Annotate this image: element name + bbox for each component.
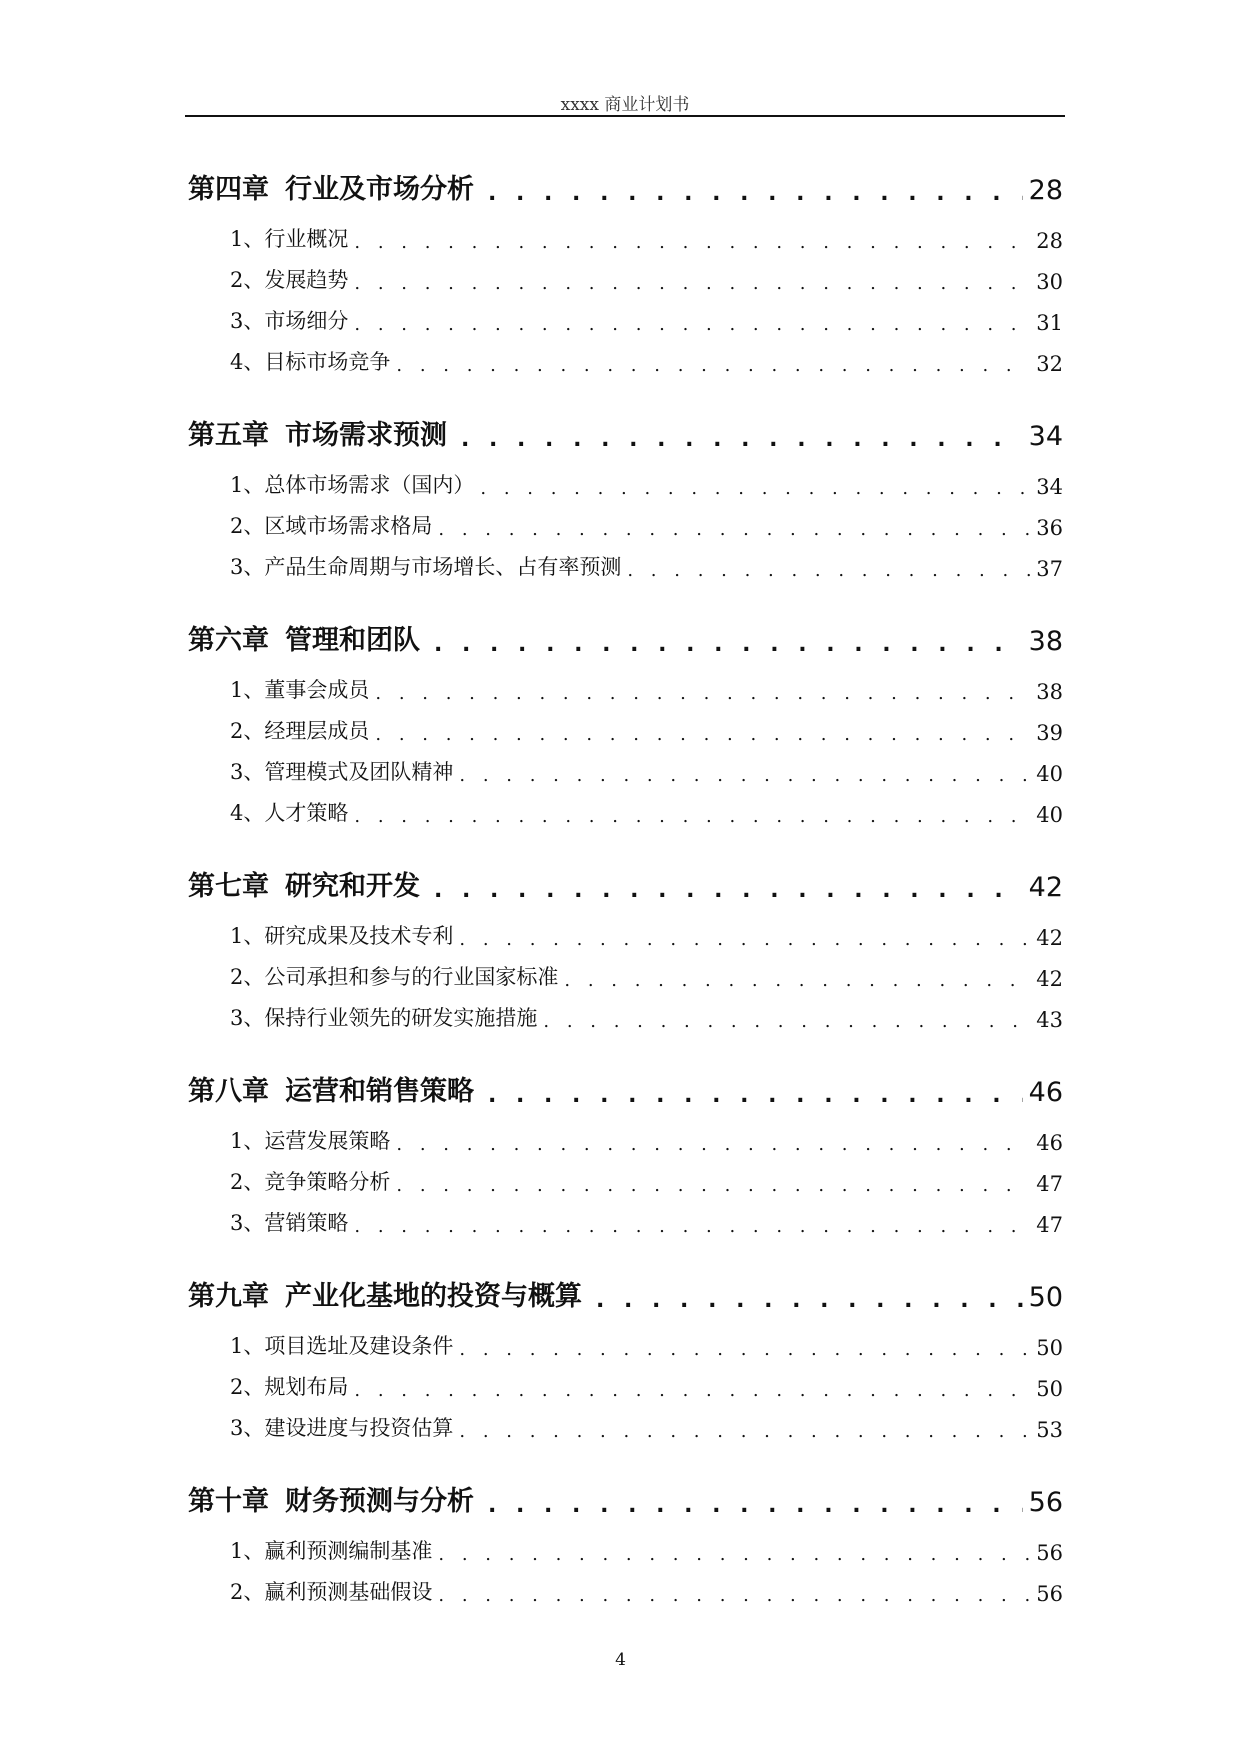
chapter-gap	[188, 581, 1063, 611]
toc-section-entry[interactable]	[188, 1196, 1063, 1237]
section-title: 4、人才策略	[230, 801, 349, 825]
leader-dots	[354, 806, 1030, 827]
leader-dots	[354, 1216, 1030, 1237]
toc-section-entry[interactable]	[188, 499, 1063, 540]
section-page-number: 42	[1036, 926, 1063, 950]
chapter-number: 第四章	[188, 174, 269, 205]
toc-section-entry[interactable]	[188, 704, 1063, 745]
section-title: 1、行业概况	[230, 227, 349, 251]
leader-dots	[438, 519, 1030, 540]
leader-dots	[488, 1083, 1023, 1108]
toc-section-entry[interactable]	[188, 909, 1063, 950]
toc-chapter-entry[interactable]	[188, 611, 1063, 657]
toc-section-entry[interactable]	[188, 991, 1063, 1032]
leader-dots	[434, 632, 1023, 657]
leader-dots	[354, 1380, 1030, 1401]
chapter-number: 第五章	[188, 420, 269, 451]
chapter-page-number: 50	[1028, 1282, 1063, 1313]
leader-dots	[354, 314, 1030, 335]
toc-section-entry[interactable]	[188, 1155, 1063, 1196]
toc-chapter-entry[interactable]	[188, 1062, 1063, 1108]
section-page-number: 47	[1036, 1213, 1063, 1237]
section-page-number: 53	[1036, 1418, 1063, 1442]
leader-dots	[459, 929, 1030, 950]
leader-dots	[627, 560, 1030, 581]
section-title: 1、研究成果及技术专利	[230, 924, 454, 948]
section-page-number: 43	[1036, 1008, 1063, 1032]
section-page-number: 32	[1036, 352, 1063, 376]
chapter-gap	[188, 1032, 1063, 1062]
section-page-number: 56	[1036, 1582, 1063, 1606]
chapter-number: 第六章	[188, 625, 269, 656]
leader-dots	[564, 970, 1030, 991]
chapter-title: 研究和开发	[285, 871, 420, 902]
leader-dots	[434, 878, 1023, 903]
section-title: 1、董事会成员	[230, 678, 370, 702]
section-page-number: 30	[1036, 270, 1063, 294]
section-title: 2、区域市场需求格局	[230, 514, 433, 538]
toc-section-entry[interactable]	[188, 1360, 1063, 1401]
leader-dots	[480, 478, 1030, 499]
section-page-number: 36	[1036, 516, 1063, 540]
leader-dots	[596, 1288, 1023, 1313]
leader-dots	[396, 355, 1030, 376]
section-title: 2、发展趋势	[230, 268, 349, 292]
toc-section-entry[interactable]	[188, 1114, 1063, 1155]
chapter-page-number: 42	[1028, 872, 1063, 903]
section-title: 3、产品生命周期与市场增长、占有率预测	[230, 555, 622, 579]
leader-dots	[354, 232, 1030, 253]
page-header-title: xxxx 商业计划书	[560, 95, 690, 115]
section-title: 3、管理模式及团队精神	[230, 760, 454, 784]
chapter-title: 行业及市场分析	[285, 174, 474, 205]
section-title: 3、建设进度与投资估算	[230, 1416, 454, 1440]
leader-dots	[438, 1585, 1030, 1606]
leader-dots	[461, 427, 1023, 452]
toc-section-entry[interactable]	[188, 458, 1063, 499]
section-page-number: 39	[1036, 721, 1063, 745]
leader-dots	[354, 273, 1030, 294]
section-title: 3、营销策略	[230, 1211, 349, 1235]
toc-section-entry[interactable]	[188, 745, 1063, 786]
section-page-number: 42	[1036, 967, 1063, 991]
chapter-page-number: 34	[1028, 421, 1063, 452]
toc-chapter-entry[interactable]	[188, 1472, 1063, 1518]
toc-section-entry[interactable]	[188, 1524, 1063, 1565]
toc-chapter-entry[interactable]	[188, 406, 1063, 452]
table-of-contents	[188, 160, 1063, 1606]
leader-dots	[488, 181, 1023, 206]
leader-dots	[459, 1421, 1030, 1442]
chapter-page-number: 46	[1028, 1077, 1063, 1108]
toc-section-entry[interactable]	[188, 540, 1063, 581]
toc-section-entry[interactable]	[188, 212, 1063, 253]
section-page-number: 46	[1036, 1131, 1063, 1155]
section-title: 1、运营发展策略	[230, 1129, 391, 1153]
chapter-number: 第七章	[188, 871, 269, 902]
section-title: 2、赢利预测基础假设	[230, 1580, 433, 1604]
section-title: 1、项目选址及建设条件	[230, 1334, 454, 1358]
section-title: 3、保持行业领先的研发实施措施	[230, 1006, 538, 1030]
chapter-number: 第九章	[188, 1281, 269, 1312]
leader-dots	[375, 724, 1030, 745]
chapter-page-number: 56	[1028, 1487, 1063, 1518]
chapter-title: 市场需求预测	[285, 420, 447, 451]
chapter-title: 产业化基地的投资与概算	[285, 1281, 582, 1312]
toc-section-entry[interactable]	[188, 1319, 1063, 1360]
section-title: 2、竞争策略分析	[230, 1170, 391, 1194]
leader-dots	[396, 1134, 1030, 1155]
toc-section-entry[interactable]	[188, 950, 1063, 991]
section-page-number: 38	[1036, 680, 1063, 704]
section-title: 2、经理层成员	[230, 719, 370, 743]
section-page-number: 50	[1036, 1336, 1063, 1360]
section-title: 1、赢利预测编制基准	[230, 1539, 433, 1563]
chapter-gap	[188, 1442, 1063, 1472]
chapter-title: 财务预测与分析	[285, 1486, 474, 1517]
toc-section-entry[interactable]	[188, 253, 1063, 294]
chapter-number: 第十章	[188, 1486, 269, 1517]
section-page-number: 31	[1036, 311, 1063, 335]
section-page-number: 40	[1036, 803, 1063, 827]
section-page-number: 50	[1036, 1377, 1063, 1401]
toc-section-entry[interactable]	[188, 294, 1063, 335]
chapter-gap	[188, 827, 1063, 857]
toc-section-entry[interactable]	[188, 1565, 1063, 1606]
chapter-title: 管理和团队	[285, 625, 420, 656]
chapter-page-number: 38	[1028, 626, 1063, 657]
leader-dots	[438, 1544, 1030, 1565]
toc-section-entry[interactable]	[188, 786, 1063, 827]
leader-dots	[459, 765, 1030, 786]
chapter-gap	[188, 1237, 1063, 1267]
toc-section-entry[interactable]	[188, 663, 1063, 704]
toc-chapter-entry[interactable]	[188, 160, 1063, 206]
section-title: 1、总体市场需求（国内）	[230, 473, 475, 497]
toc-chapter-entry[interactable]	[188, 1267, 1063, 1313]
section-page-number: 56	[1036, 1541, 1063, 1565]
section-title: 3、市场细分	[230, 309, 349, 333]
chapter-page-number: 28	[1028, 175, 1063, 206]
toc-section-entry[interactable]	[188, 335, 1063, 376]
section-page-number: 47	[1036, 1172, 1063, 1196]
section-page-number: 40	[1036, 762, 1063, 786]
section-title: 4、目标市场竞争	[230, 350, 391, 374]
leader-dots	[488, 1493, 1023, 1518]
section-page-number: 28	[1036, 229, 1063, 253]
chapter-title: 运营和销售策略	[285, 1076, 474, 1107]
section-page-number: 34	[1036, 475, 1063, 499]
leader-dots	[543, 1011, 1030, 1032]
section-title: 2、规划布局	[230, 1375, 349, 1399]
leader-dots	[375, 683, 1030, 704]
toc-section-entry[interactable]	[188, 1401, 1063, 1442]
toc-chapter-entry[interactable]	[188, 857, 1063, 903]
page-number: 4	[615, 1650, 626, 1670]
chapter-gap	[188, 376, 1063, 406]
leader-dots	[396, 1175, 1030, 1196]
header-rule	[185, 115, 1065, 117]
leader-dots	[459, 1339, 1030, 1360]
chapter-number: 第八章	[188, 1076, 269, 1107]
section-title: 2、公司承担和参与的行业国家标准	[230, 965, 559, 989]
section-page-number: 37	[1036, 557, 1063, 581]
